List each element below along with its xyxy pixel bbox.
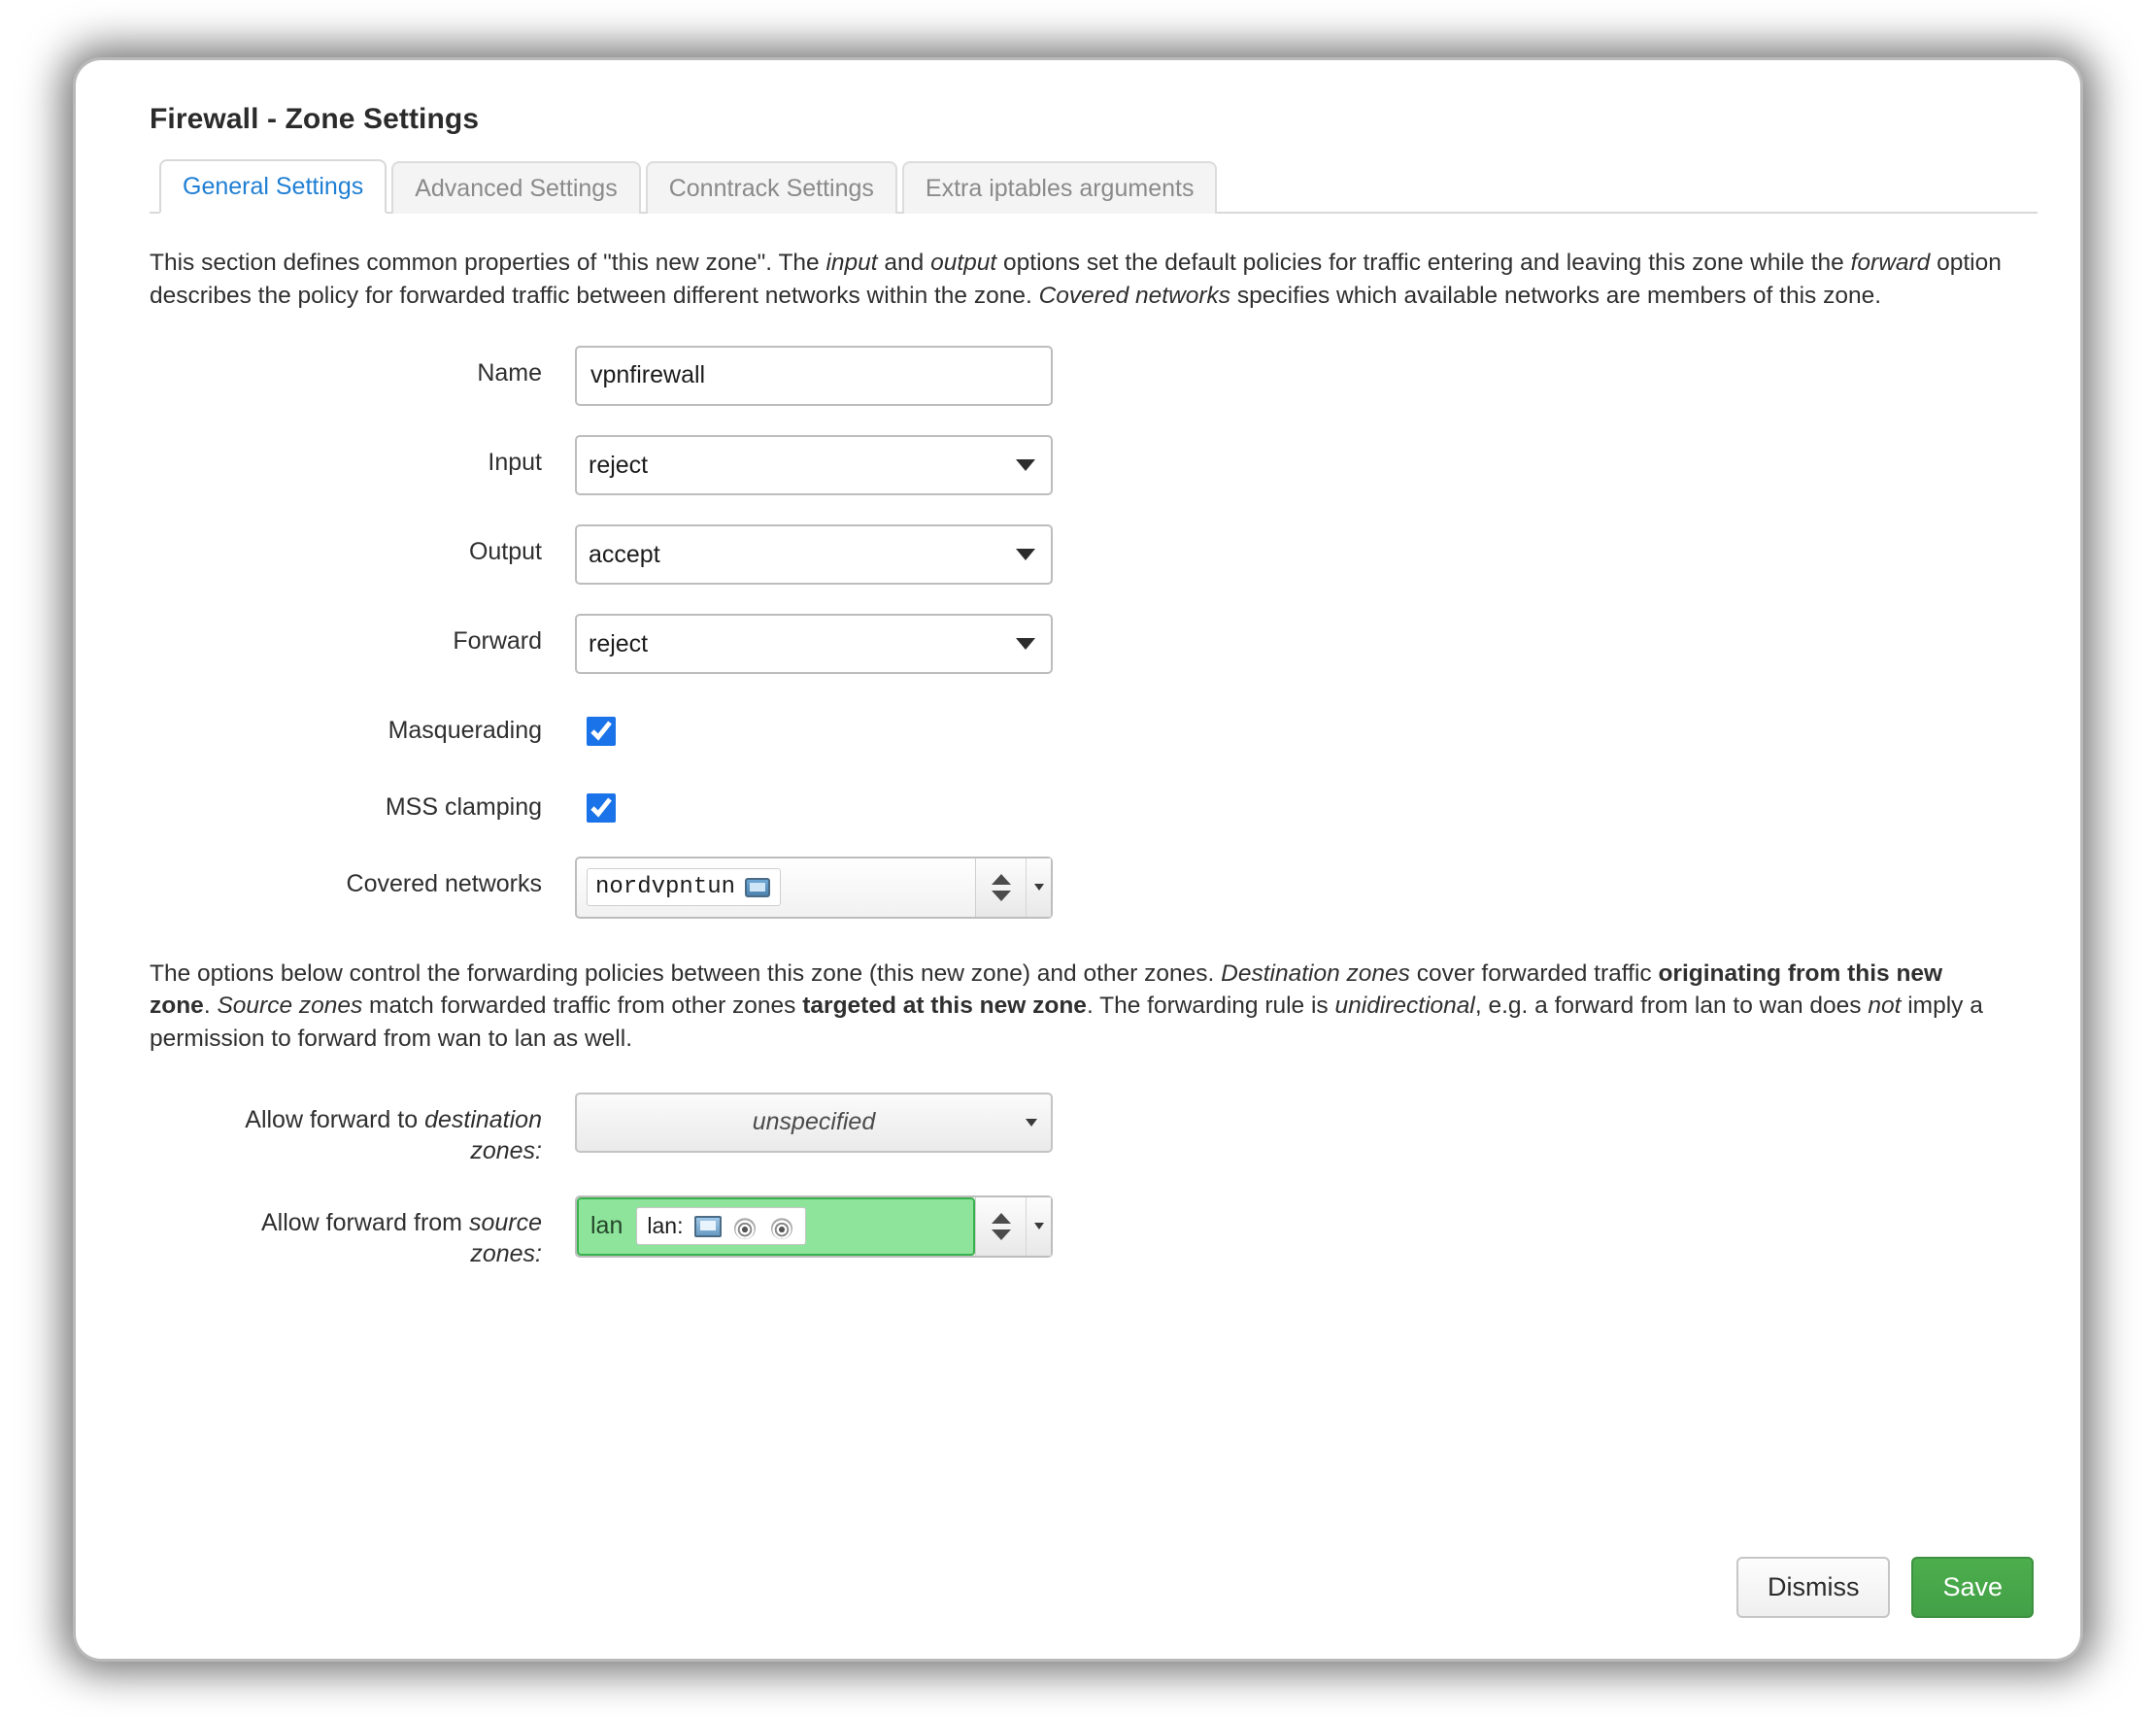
tab-extra-iptables-arguments[interactable]: Extra iptables arguments xyxy=(902,161,1218,214)
desc1-t3: options set the default policies for traffic entering and leaving this zone while the xyxy=(996,250,1851,276)
label-destination-zones xyxy=(118,1093,575,1166)
wireless-icon xyxy=(733,1216,758,1237)
destination-zones-dropdown[interactable] xyxy=(575,1093,1053,1153)
label-output: Output xyxy=(468,537,542,565)
source-zone-tag: lan xyxy=(590,1212,623,1240)
output-policy-select[interactable] xyxy=(575,524,1053,585)
spinner-up-icon[interactable] xyxy=(992,1213,1011,1224)
desc2-b2: targeted at this new zone xyxy=(802,993,1087,1020)
interface-icon xyxy=(745,878,770,897)
desc2-t4: match forwarded traffic from other zones xyxy=(362,993,803,1020)
src-label-part2: zones: xyxy=(470,1239,542,1267)
row-destination-zones xyxy=(118,1093,2038,1166)
desc2-t2: cover forwarded traffic xyxy=(1409,960,1659,987)
row-name xyxy=(118,346,2038,406)
source-zone-chip[interactable] xyxy=(636,1207,806,1245)
source-zones-multiselect[interactable] xyxy=(575,1195,1053,1258)
input-policy-select[interactable] xyxy=(575,435,1053,495)
label-covered-networks: Covered networks xyxy=(346,869,542,897)
network-icon xyxy=(694,1216,722,1237)
src-label-part1: Allow forward from xyxy=(261,1208,469,1236)
row-mss-clamping xyxy=(118,780,2038,827)
dismiss-button[interactable]: Dismiss xyxy=(1736,1557,1891,1618)
zone-settings-dialog xyxy=(76,60,2080,1659)
forward-policy-select[interactable] xyxy=(575,614,1053,674)
label-forward: Forward xyxy=(453,626,542,655)
forwarding-form xyxy=(118,1093,2038,1269)
desc1-i2: output xyxy=(930,250,997,276)
label-name: Name xyxy=(477,358,542,387)
spinner-down-icon[interactable] xyxy=(992,891,1011,901)
covered-networks-multiselect[interactable] xyxy=(575,857,1053,919)
covered-networks-spinner[interactable] xyxy=(975,858,1026,917)
dest-label-part1: Allow forward to xyxy=(245,1105,425,1133)
desc1-t1: This section defines common properties of "this new zone". The xyxy=(150,250,826,276)
desc2-i2: Source zones xyxy=(217,993,363,1020)
label-mss-clamping: MSS clamping xyxy=(385,792,542,821)
zone-form xyxy=(118,346,2038,919)
save-button[interactable]: Save xyxy=(1911,1557,2034,1618)
desc1-i1: input xyxy=(825,250,878,276)
desc2-i4: not xyxy=(1868,993,1902,1020)
row-covered-networks xyxy=(118,857,2038,919)
desc2-i1: Destination zones xyxy=(1221,960,1410,987)
desc2-i3: unidirectional xyxy=(1334,993,1475,1020)
tab-general-settings[interactable]: General Settings xyxy=(159,159,387,214)
dest-label-part2: zones: xyxy=(470,1136,542,1164)
general-description xyxy=(150,247,2003,313)
spinner-down-icon[interactable] xyxy=(992,1229,1011,1240)
dialog-footer xyxy=(1736,1557,2034,1618)
desc2-t6: , e.g. a forward from lan to wan does xyxy=(1474,993,1869,1020)
covered-network-label: nordvpntun xyxy=(595,874,736,901)
dest-label-italic: destination xyxy=(424,1105,542,1133)
label-source-zones xyxy=(118,1195,575,1269)
source-zone-chip-label: lan: xyxy=(647,1213,684,1239)
row-source-zones xyxy=(118,1195,2038,1269)
desc2-t5: . The forwarding rule is xyxy=(1086,993,1335,1020)
wireless-icon xyxy=(770,1216,795,1237)
label-input: Input xyxy=(488,448,542,476)
source-zones-dropdown-icon[interactable] xyxy=(1026,1197,1051,1256)
src-label-italic: source xyxy=(468,1208,542,1236)
row-forward xyxy=(118,614,2038,674)
tab-bar xyxy=(150,157,2038,214)
name-input[interactable] xyxy=(575,346,1053,406)
spinner-up-icon[interactable] xyxy=(992,874,1011,885)
desc2-t1: The options below control the forwarding policies between this zone (this new zone) and other zones. xyxy=(150,960,1222,987)
source-zones-selection[interactable] xyxy=(577,1197,975,1256)
desc1-i4: Covered networks xyxy=(1038,282,1231,309)
destination-zones-value: unspecified xyxy=(752,1108,876,1136)
desc2-b1: originating from this new zone xyxy=(150,960,1943,1020)
tab-advanced-settings[interactable]: Advanced Settings xyxy=(391,161,640,214)
tab-conntrack-settings[interactable]: Conntrack Settings xyxy=(646,161,897,214)
label-masquerading: Masquerading xyxy=(387,716,542,744)
desc1-t5: specifies which available networks are members of this zone. xyxy=(1230,282,1882,309)
desc1-t2: and xyxy=(877,250,931,276)
row-output xyxy=(118,524,2038,585)
row-masquerading xyxy=(118,703,2038,751)
covered-network-chip[interactable] xyxy=(587,868,781,906)
covered-networks-dropdown-icon[interactable] xyxy=(1026,858,1051,917)
chevron-down-icon xyxy=(1026,1119,1037,1127)
forwarding-description xyxy=(150,958,2003,1056)
desc1-t4: option describes the policy for forwarded traffic between different networks within the zone. xyxy=(150,250,2002,309)
desc2-t7: imply a permission to forward from wan to lan as well. xyxy=(150,993,1983,1053)
mss-clamping-checkbox[interactable] xyxy=(587,793,616,823)
row-input xyxy=(118,435,2038,495)
source-zones-spinner[interactable] xyxy=(975,1197,1026,1256)
masquerading-checkbox[interactable] xyxy=(587,717,616,746)
desc1-i3: forward xyxy=(1850,250,1931,276)
covered-networks-chips xyxy=(577,868,975,906)
page-title: Firewall - Zone Settings xyxy=(150,103,480,135)
desc2-t3: . xyxy=(203,993,218,1020)
